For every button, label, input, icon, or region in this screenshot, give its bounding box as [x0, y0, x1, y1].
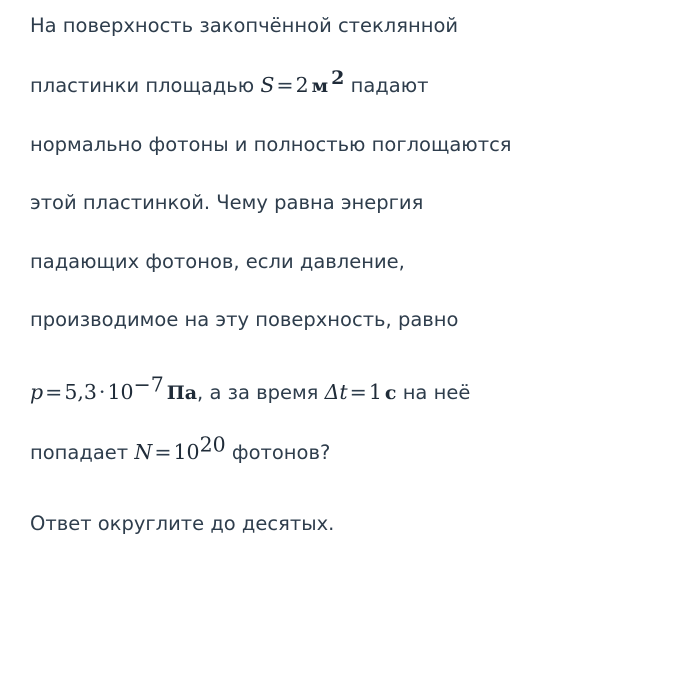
problem-line-7-text-after: на неё: [402, 380, 471, 404]
math-pressure-power-exponent: −7: [133, 372, 164, 396]
math-equals-4: =: [154, 439, 172, 464]
math-area-unit: м: [311, 74, 329, 97]
problem-line-7-text-middle: , а за время: [197, 380, 319, 404]
problem-line-4: этой пластинкой. Чему равна энергия: [30, 191, 424, 214]
problem-line-2-text-after: падают: [350, 73, 429, 97]
math-time-value: 1: [368, 379, 382, 404]
problem-line-8-text-after: фотонов?: [231, 440, 331, 464]
math-pressure-value: 5,3: [64, 379, 97, 404]
problem-line-6: производимое на эту поверхность, равно: [30, 308, 459, 331]
problem-line-8-text-before: попадает: [30, 440, 129, 464]
math-equals-1: =: [276, 72, 294, 97]
math-time-unit: с: [384, 381, 397, 404]
problem-line-5: падающих фотонов, если давление,: [30, 249, 405, 273]
math-pressure-variable: p: [30, 379, 44, 404]
math-multiply-dot: ·: [98, 379, 106, 404]
problem-line-3: нормально фотоны и полностью поглощаются: [30, 132, 512, 156]
math-area-value: 2: [295, 72, 309, 97]
answer-rounding-note: Ответ округлите до десятых.: [30, 512, 335, 535]
math-count-exponent: 20: [199, 432, 226, 456]
math-count-base: 10: [173, 439, 200, 464]
math-area-unit-exponent: 2: [331, 67, 345, 89]
math-area-variable: S: [260, 72, 275, 97]
math-count-variable: N: [134, 439, 153, 464]
math-pressure-power-base: 10: [107, 379, 134, 404]
problem-line-8: [30, 432, 650, 464]
math-pressure-unit: Па: [166, 381, 198, 404]
problem-line-2-text-before: пластинки площадью: [30, 73, 255, 97]
problem-line-7: [30, 372, 650, 404]
math-equals-3: =: [349, 379, 367, 404]
math-equals-2: =: [45, 379, 63, 404]
math-time-variable: Δt: [324, 379, 348, 404]
problem-line-1: На поверхность закопчённой стеклянной: [30, 14, 459, 37]
problem-line-2: [30, 67, 650, 97]
